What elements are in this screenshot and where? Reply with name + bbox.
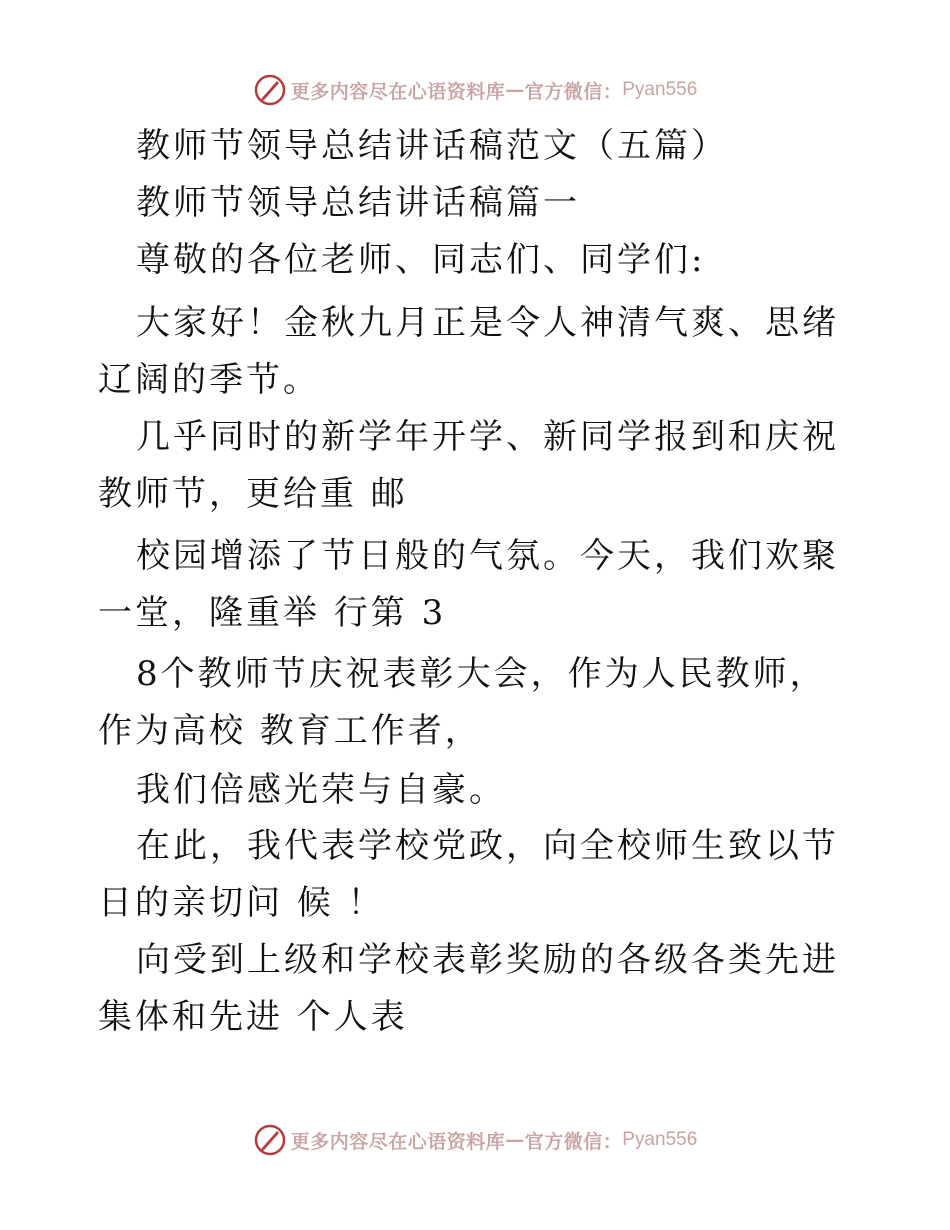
footer-banner [0,1120,950,1160]
banner-wechat-id: Pyan556 [622,1129,698,1150]
paragraph: 尊敬的各位老师、同志们、同学们: [136,240,706,280]
section-heading: 教师节领导总结讲话稿篇一 [136,183,580,223]
paragraph: 大家好！金秋九月正是令人神清气爽、思绪辽阔的季节。 [98,303,839,400]
document-title: 教师节领导总结讲话稿范文（五篇） [136,126,728,166]
banner-text: 更多内容尽在心语资料库 [290,1130,506,1153]
banner-suffix: 官方微信： [524,80,623,103]
quill-logo-icon [253,1123,287,1157]
paragraph: 在此，我代表学校党政，向全校师生致以节日的亲切问 候 ！ [98,826,839,923]
paragraph: 向受到上级和学校表彰奖励的各级各类先进集体和先进 个人表 [98,940,839,1037]
header-banner [0,70,950,110]
paragraph: 我们倍感光荣与自豪。 [136,770,506,810]
paragraph: 8个教师节庆祝表彰大会，作为人民教师，作为高校 教育工作者， [98,654,827,751]
banner-wechat-id: Pyan556 [622,79,698,100]
banner-dash: — [505,1129,525,1151]
quill-logo-icon [253,73,287,107]
banner-suffix: 官方微信： [524,1130,623,1153]
paragraph: 校园增添了节日般的气氛。今天，我们欢聚一堂，隆重举 行第 3 [98,536,839,633]
paragraph: 几乎同时的新学年开学、新同学报到和庆祝教师节，更给重 邮 [98,417,839,514]
banner-dash: — [505,79,525,101]
banner-text: 更多内容尽在心语资料库 [290,80,506,103]
